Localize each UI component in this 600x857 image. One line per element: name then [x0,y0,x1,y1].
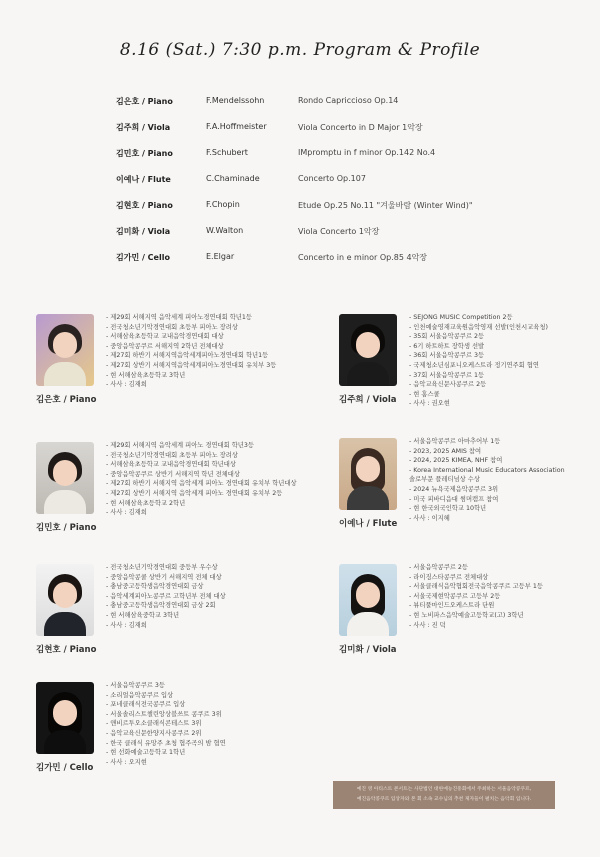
profile-caption: 김주희 / Viola [339,395,397,405]
bio-line: - 서울솔리스트챌린앙상블쓰트 콩쿠르 3위 [106,710,222,718]
profile-card [36,314,306,424]
bio-line: - 2023, 2025 AMIS 참여 [409,447,482,455]
work-title: Concerto Op.107 [298,174,366,183]
bio-line: - 서울음악콩쿠르 2등 [409,564,468,571]
bio-line: - 충남중고등학생음악경연대회 금상 [106,583,204,591]
profile-bio [106,441,306,518]
bio-line: - 현 서해삼육중학교 3학년 [106,611,180,619]
bio-line: - 서울음악콩쿠르 3등 [106,682,165,689]
performer-photo [36,442,94,514]
bio-line: - 제27회 상반기 서해지역 음악세계 피아노 경연대회 유치부 2등 [106,489,283,497]
bio-line: - 한국 클래식 유망주 초청 협주곡의 밤 협연 [106,739,226,747]
bio-line: - 음악교육신문사콩쿠르 2등 [409,381,487,389]
work-title: Concerto in e minor Op.85 4악장 [298,253,428,262]
program-row [116,122,556,148]
bio-line: - Korea International Music Educators Association [409,466,565,474]
bio-line: - 35회 서울음악콩쿠르 2등 [409,333,485,341]
performer-photo [339,564,397,636]
bio-line: - 서해삼육초등학교 교내음악경연대회 학년대상 [106,461,236,469]
program-row [116,252,556,278]
work-title: Rondo Capriccioso Op.14 [298,96,399,105]
bio-line: - 제27회 하반기 서해지역음악세계피아노경연대회 학년1등 [106,352,269,360]
bio-line: - 앤비르투오소클래식콘테스트 3위 [106,720,202,728]
profile-card [339,438,600,548]
bio-line: - 중앙음악콩쿨 상반기 서해지역 전체 대상 [106,573,222,581]
bio-line: - 사사 : 이지혜 [409,514,450,522]
bio-line: - 37회 서울음악콩쿠르 1등 [409,371,485,379]
performer-photo [36,682,94,754]
bio-line: - 중앙음악콩쿠르 상반기 서해지역 학년 전체대상 [106,470,240,478]
bio-line: - 국제청소년심포니오케스트라 정기연주회 협연 [409,361,539,369]
bio-line: - 사사 : 권오현 [409,400,450,408]
composer: F.A.Hoffmeister [206,122,267,131]
bio-line: - 6기 하트하트 장학생 선발 [409,342,485,350]
composer: C.Chaminade [206,174,260,183]
footer-note-line: 예진음악콩쿠르 입상자와 본 회 소속 교수님의 추천 제자들이 펼치는 음악회 입니다. [356,797,532,802]
profile-caption: 김민호 / Piano [36,523,97,533]
bio-line: - 서해삼육초등학교 교내음악경연대회 대상 [106,333,224,341]
performer-photo [36,314,94,386]
program-row [116,174,556,200]
performer-name: 김현호 / Piano [116,201,173,210]
footer-note-line: 예진 영 아티스트 콘서트는 사단법인 대한예능진흥회에서 주최하는 서울음악콩쿠르, [356,787,532,792]
bio-line: - 전국청소년기악경연대회 초등부 피아노 장려상 [106,323,238,331]
bio-line: - 미국 피바디음대 썸머캠프 참여 [409,495,499,503]
profile-card [36,442,306,552]
bio-line: - 중앙음악콩쿠르 서해지역 2학년 전체대상 [106,342,224,350]
bio-line: - 전국청소년기악경연대회 중등부 우수상 [106,564,218,571]
bio-line: - 사사 : 오지현 [106,758,147,766]
bio-line: 솔로부문 플레티넘상 수상 [409,476,480,484]
program-row [116,96,556,122]
profile-bio [409,437,600,523]
bio-line: - 서울음악콩쿠르 아마추어부 1등 [409,438,501,445]
profile-caption: 김가민 / Cello [36,763,94,773]
bio-line: - 음악교육신문한양지사콩쿠르 2위 [106,729,202,737]
profile-bio [106,681,306,767]
profile-bio [106,563,306,630]
profile-card [36,682,306,792]
bio-line: - 제29회 서해지역 음악세계 피아노경연대회 학년1등 [106,314,252,321]
program-list [116,96,556,278]
bio-line: - 2024, 2025 KIMEA, NHF 참여 [409,457,503,465]
bio-line: - 사사 : 진 덕 [409,621,446,629]
performer-photo [339,314,397,386]
bio-line: - SEJONG MUSIC Competition 2등 [409,314,513,321]
bio-line: - 라이징스타콩쿠르 전체대상 [409,573,489,581]
program-row [116,148,556,174]
profile-bio [409,563,600,630]
bio-line: - 뷰티풀마인드오케스트라 단원 [409,602,495,610]
composer: F.Mendelssohn [206,96,265,105]
bio-line: - 현 노비파스음악예술고등학교(고) 3학년 [409,611,524,619]
bio-line: - 제27회 상반기 서해지역음악세계피아노경연대회 유치부 3등 [106,361,277,369]
page-title: 8.16 (Sat.) 7:30 p.m. Program & Profile [119,40,481,60]
performer-name: 김가민 / Cello [116,253,170,262]
composer: F.Schubert [206,148,248,157]
bio-line: - 인천예술영재교육원음악영재 선발(인천시교육청) [409,323,548,331]
bio-line: - 전국청소년기악경연대회 초등부 피아노 장려상 [106,451,238,459]
bio-line: - 사사 : 김재희 [106,621,147,629]
composer: W.Walton [206,226,244,235]
bio-line: - 소리얼음악콩쿠르 입상 [106,691,174,699]
profile-bio [106,313,306,390]
profile-card [36,564,306,674]
performer-name: 이예나 / Flute [116,175,171,184]
profile-card [339,314,600,424]
bio-line: - 현 선화예술고등학교 1학년 [106,749,186,757]
bio-line: - 포네클래식전국콩쿠르 입상 [106,701,186,709]
performer-name: 김주희 / Viola [116,123,171,132]
profile-caption: 김미화 / Viola [339,645,397,655]
performer-name: 김미화 / Viola [116,227,171,236]
bio-line: - 제27회 하반기 서해지역 음악세계 피아노 경연대회 유치부 학년대상 [106,480,297,488]
program-row [116,200,556,226]
work-title: Viola Concerto in D Major 1악장 [298,123,423,132]
work-title: Viola Concerto 1악장 [298,227,380,236]
profile-caption: 이예나 / Flute [339,519,398,529]
footer-note [333,781,555,809]
work-title: IMpromptu in f minor Op.142 No.4 [298,148,436,157]
bio-line: - 현 서해삼육초등학교 2학년 [106,499,186,507]
composer: E.Elgar [206,252,235,261]
program-row [116,226,556,252]
profile-caption: 김현호 / Piano [36,645,97,655]
bio-line: - 현 홈스쿨 [409,390,440,398]
profile-caption: 김은호 / Piano [36,395,97,405]
bio-line: - 서울클래식음악협회전국음악콩쿠르 고등부 1등 [409,583,543,591]
performer-photo [36,564,94,636]
performer-name: 김은호 / Piano [116,97,173,106]
bio-line: - 사사 : 김재희 [106,381,147,389]
work-title: Etude Op.25 No.11 "겨울바람 (Winter Wind)" [298,201,473,210]
bio-line: - 사사 : 김재희 [106,509,147,517]
composer: F.Chopin [206,200,240,209]
bio-line: - 2024 뉴욕국제음악콩쿠르 3위 [409,485,499,493]
bio-line: - 충남중고등학생음악경연대회 금상 2회 [106,602,216,610]
bio-line: - 36회 서울음악콩쿠르 3등 [409,352,485,360]
bio-line: - 제29회 서해지역 음악세계 피아노 경연대회 학년3등 [106,442,254,449]
bio-line: - 현 한국외국인학교 10학년 [409,505,487,513]
bio-line: - 서울국제현악콩쿠르 고등부 2등 [409,592,501,600]
performer-name: 김민호 / Piano [116,149,173,158]
profile-card [339,564,600,674]
profile-bio [409,313,600,409]
bio-line: - 현 서해삼육초등학교 3학년 [106,371,186,379]
bio-line: - 음악세계피아노콩쿠르 고학년부 전체 대상 [106,592,226,600]
performer-photo [339,438,397,510]
